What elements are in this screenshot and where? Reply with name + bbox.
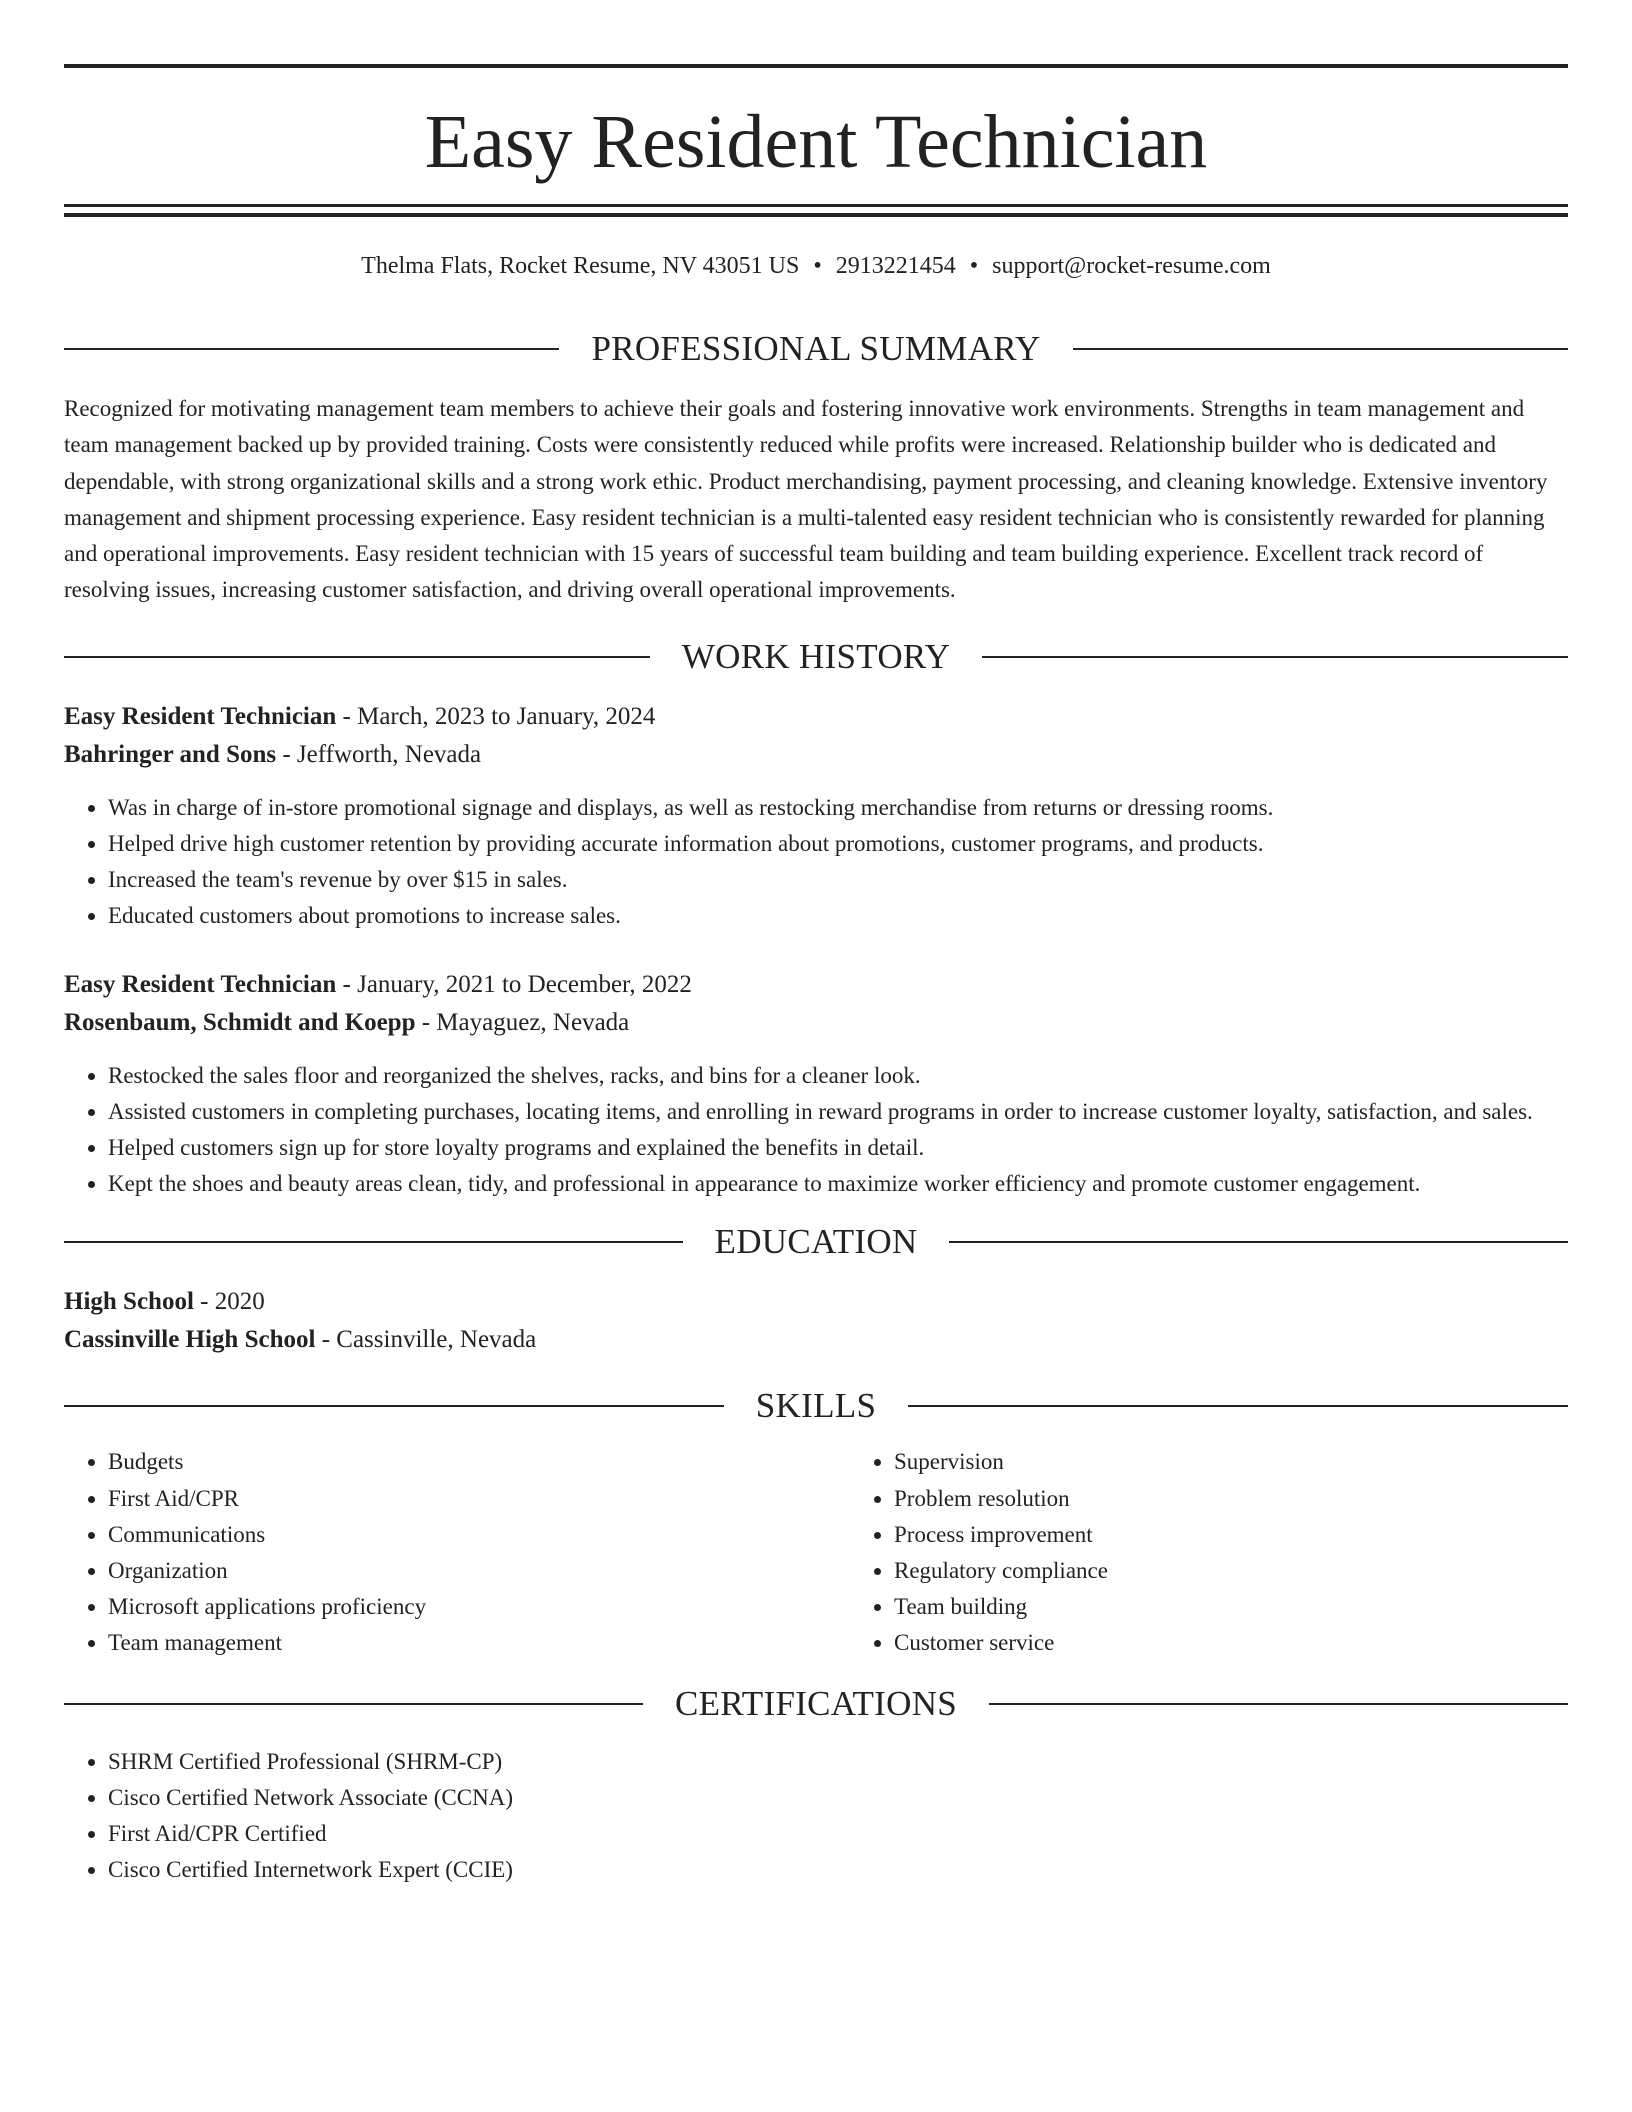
job-title: Easy Resident Technician (64, 702, 337, 730)
job-title-line (64, 698, 1568, 736)
job-company: Rosenbaum, Schmidt and Koepp (64, 1008, 416, 1036)
job-dates: - March, 2023 to January, 2024 (336, 702, 656, 730)
list-item: • Process improvement (894, 1517, 1632, 1553)
list-item: • Increased the team's revenue by over $15 in sales. (108, 862, 1568, 898)
job-company: Bahringer and Sons (64, 740, 277, 768)
job-bullets (64, 790, 1568, 935)
job-company-line (64, 736, 1568, 774)
resume-name: Easy Resident Technician (424, 100, 1208, 184)
list-item: • Assisted customers in completing purchases, locating items, and enrolling in reward programs in order to increase customer loyalty, satisfaction, and sales. (108, 1094, 1568, 1130)
list-item: • Microsoft applications proficiency (108, 1589, 850, 1625)
list-item: • Team building (894, 1589, 1632, 1625)
certifications-heading-title: CERTIFICATIONS (674, 1683, 958, 1723)
list-item: • Was in charge of in-store promotional signage and displays, as well as restocking merchandise from returns or dressing rooms. (108, 790, 1568, 826)
list-item: • Educated customers about promotions to increase sales. (108, 898, 1568, 934)
job-dates: - January, 2021 to December, 2022 (336, 970, 692, 998)
work-heading (64, 637, 1568, 677)
summary-heading-title: PROFESSIONAL SUMMARY (591, 329, 1041, 368)
education-degree-line (64, 1283, 1568, 1321)
summary-heading (64, 329, 1568, 369)
list-item: • Communications (108, 1517, 850, 1553)
contact-phone: 2913221454 (835, 253, 956, 279)
list-item: • Cisco Certified Internetwork Expert (CCIE) (108, 1852, 1568, 1888)
education-heading-title: EDUCATION (714, 1222, 918, 1262)
education-degree: High School (64, 1288, 194, 1316)
job-title: Easy Resident Technician (64, 970, 337, 998)
list-item: • Organization (108, 1553, 850, 1589)
job-location: - Mayaguez, Nevada (415, 1008, 630, 1036)
list-item: • Supervision (894, 1444, 1632, 1480)
list-item: • First Aid/CPR Certified (108, 1816, 1568, 1852)
list-item: • Kept the shoes and beauty areas clean, tidy, and professional in appearance to maximize worker efficiency and promote customer engagement. (108, 1166, 1568, 1202)
list-item: • Helped drive high customer retention by providing accurate information about promotions, customer programs, and products. (108, 826, 1568, 862)
certifications-heading (64, 1684, 1568, 1724)
work-heading-title: WORK HISTORY (681, 636, 951, 676)
job-entry (64, 966, 1568, 1203)
list-item: • Regulatory compliance (894, 1553, 1632, 1589)
job-location: - Jeffworth, Nevada (276, 740, 482, 768)
list-item: • Problem resolution (894, 1481, 1632, 1517)
contact-separator: • (969, 253, 979, 279)
skills-heading-title: SKILLS (755, 1386, 877, 1426)
education-location: - Cassinville, Nevada (315, 1326, 537, 1354)
skills-column-right (850, 1444, 1632, 1661)
list-item: • Helped customers sign up for store loyalty programs and explained the benefits in detail. (108, 1130, 1568, 1166)
skills-list (64, 1444, 1568, 1661)
certifications-list (64, 1744, 1568, 1889)
contact-email: support@rocket-resume.com (992, 253, 1271, 279)
list-item: • Restocked the sales floor and reorganized the shelves, racks, and bins for a cleaner look. (108, 1058, 1568, 1094)
contact-separator: • (813, 253, 822, 279)
list-item: • Budgets (108, 1444, 850, 1480)
resume-page (64, 64, 1568, 1888)
list-item: • Cisco Certified Network Associate (CCNA) (108, 1780, 1568, 1816)
skills-column-left (64, 1444, 850, 1661)
contact-address: Thelma Flats, Rocket Resume, NV 43051 US (361, 253, 800, 279)
skills-heading (64, 1386, 1568, 1426)
list-item: • First Aid/CPR (108, 1481, 850, 1517)
contact-line (64, 253, 1568, 283)
education-school: Cassinville High School (64, 1326, 316, 1354)
education-heading (64, 1222, 1568, 1262)
education-entry (64, 1283, 1568, 1359)
name-double-rule (64, 204, 1568, 217)
top-rule (64, 64, 1568, 68)
education-year: - 2020 (193, 1288, 265, 1316)
education-school-line (64, 1321, 1568, 1359)
job-entry (64, 698, 1568, 935)
job-title-line (64, 966, 1568, 1004)
job-bullets (64, 1058, 1568, 1203)
summary-text: Recognized for motivating management team members to achieve their goals and fostering innovative work environments. Strengths in team management and team management backed up by provided training. Costs were consistently reduced while profits were increased. Relationship builder who is dedicated and dependable, with strong organizational skills and a strong work ethic. Product merchandising, payment processing, and cleaning knowledge. Extensive inventory management and shipment processing experience. Easy resident technician is a multi-talented easy resident technician who is consistently rewarded for planning and operational improvements. Easy resident technician with 15 years of successful team building and team building experience. Excellent track record of resolving issues, increasing customer satisfaction, and driving overall operational improvements. (64, 396, 1548, 603)
job-company-line (64, 1004, 1568, 1042)
list-item: • SHRM Certified Professional (SHRM-CP) (108, 1744, 1568, 1780)
list-item: • Team management (108, 1625, 850, 1661)
list-item: • Customer service (894, 1625, 1632, 1661)
